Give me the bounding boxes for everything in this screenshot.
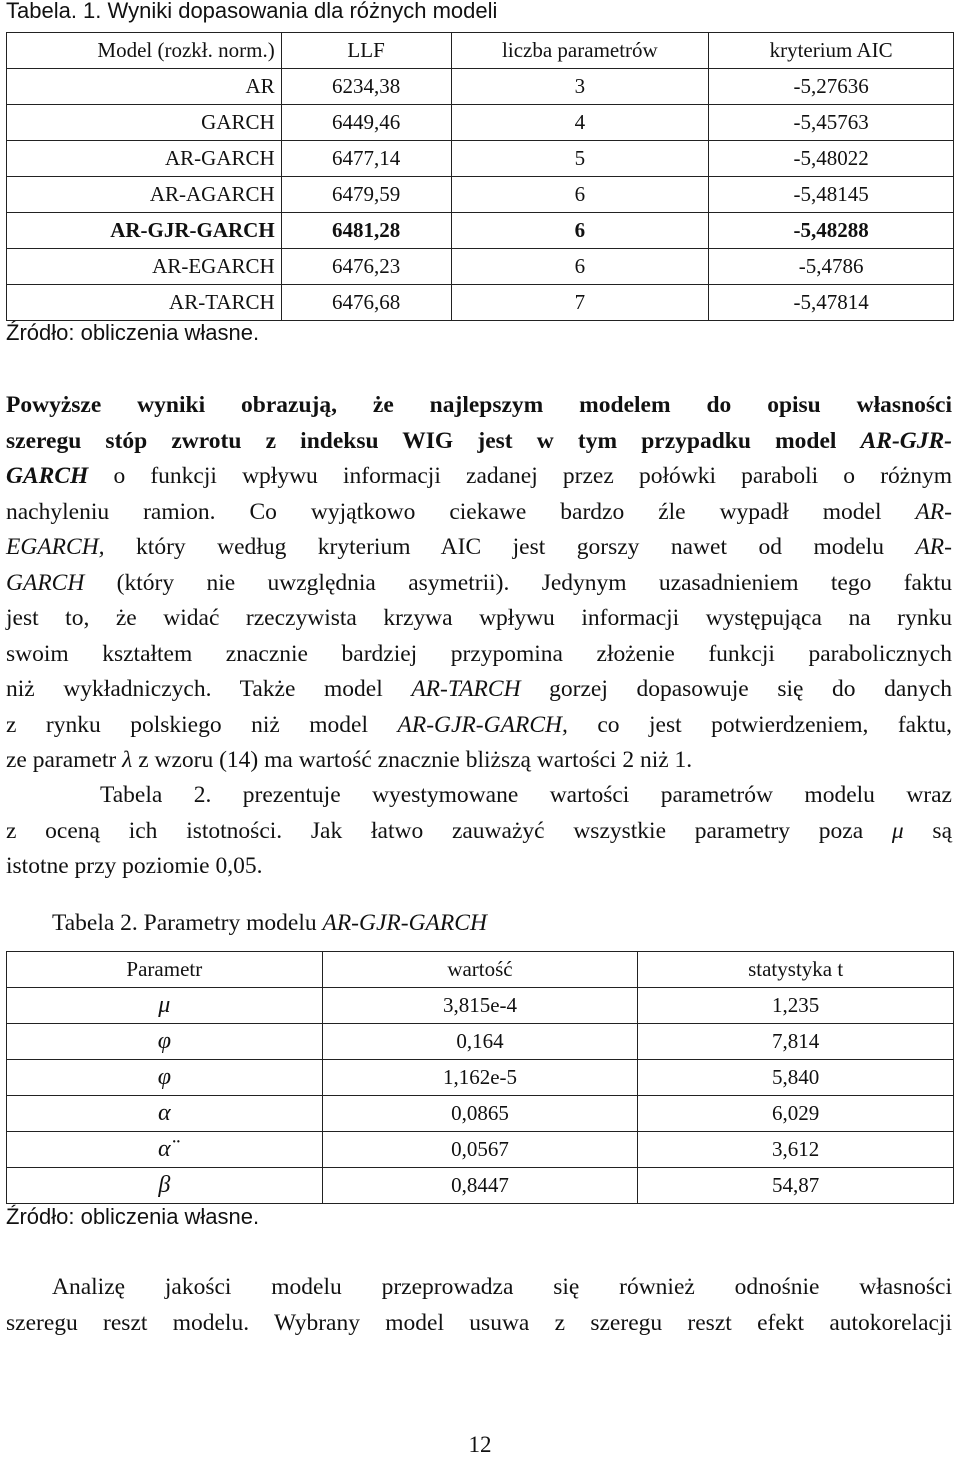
model-fit-table <box>6 32 954 321</box>
parameter-symbol: α̈ <box>7 1132 323 1168</box>
table-header-row <box>7 33 954 69</box>
paragraph-line: istotne przy poziomie 0,05. <box>6 853 263 879</box>
t-statistic: 6,029 <box>638 1096 954 1132</box>
t-statistic: 54,87 <box>638 1168 954 1204</box>
param-count: 5 <box>451 141 709 177</box>
model-name: AR-GJR-GARCH <box>7 213 282 249</box>
table1-source-note: Źródło: obliczenia własne. <box>6 320 260 345</box>
t-statistic: 7,814 <box>638 1024 954 1060</box>
aic-value: -5,48022 <box>709 141 954 177</box>
table-row <box>7 1060 954 1096</box>
header-value: wartość <box>322 952 638 988</box>
table-row <box>7 1168 954 1204</box>
param-count: 7 <box>451 285 709 321</box>
table-row <box>7 69 954 105</box>
header-parameter: Parametr <box>7 952 323 988</box>
table-row <box>7 988 954 1024</box>
parameter-value: 0,8447 <box>322 1168 638 1204</box>
table-row <box>7 1096 954 1132</box>
parameter-value: 0,164 <box>322 1024 638 1060</box>
aic-value: -5,47814 <box>709 285 954 321</box>
llf-value: 6476,68 <box>281 285 451 321</box>
model-name: AR-AGARCH <box>7 177 282 213</box>
lambda-symbol: λ <box>122 747 133 773</box>
parameter-value: 0,0865 <box>322 1096 638 1132</box>
paragraph-line: Analizę jakości modelu przeprowadza się również odnośnie własności <box>52 1274 952 1300</box>
model-name: AR-EGARCH <box>7 249 282 285</box>
mu-symbol: μ <box>891 817 904 844</box>
parameter-value: 1,162e-5 <box>322 1060 638 1096</box>
parameter-symbol: μ <box>7 988 323 1024</box>
paragraph-line: nachyleniu ramion. Co wyjątkowo ciekawe bardzo źle wypadł model AR- <box>6 498 952 525</box>
llf-value: 6479,59 <box>281 177 451 213</box>
parameter-value: 3,815e-4 <box>322 988 638 1024</box>
header-llf: LLF <box>281 33 451 69</box>
table2-caption: Tabela 2. Parametry modelu AR-GJR-GARCH <box>52 910 487 936</box>
model-name: AR-GARCH <box>7 141 282 177</box>
llf-value: 6234,38 <box>281 69 451 105</box>
llf-value: 6481,28 <box>281 213 451 249</box>
paragraph-line: EGARCH, który według kryterium AIC jest gorszy nawet od modelu AR- <box>6 534 952 560</box>
param-count: 6 <box>451 213 709 249</box>
t-statistic: 5,840 <box>638 1060 954 1096</box>
parameter-symbol: α <box>7 1096 323 1132</box>
llf-value: 6477,14 <box>281 141 451 177</box>
table1-caption: Tabela. 1. Wyniki dopasowania dla różnych modeli <box>6 0 498 23</box>
aic-value: -5,45763 <box>709 105 954 141</box>
aic-value: -5,48145 <box>709 177 954 213</box>
llf-value: 6476,23 <box>281 249 451 285</box>
paragraph-line: GARCH o funkcji wpływu informacji zadanej przez połówki paraboli o różnym <box>6 463 952 489</box>
paragraph-line: swoim kształtem znacznie bardziej przypomina złożenie funkcji parabolicznych <box>6 640 952 667</box>
parameter-value: 0,0567 <box>322 1132 638 1168</box>
paragraph-line: z rynku polskiego niż model AR-GJR-GARCH, co jest potwierdzeniem, faktu, <box>6 711 953 738</box>
paragraph-line: szeregu reszt modelu. Wybrany model usuwa z szeregu reszt efekt autokorelacji <box>6 1309 952 1336</box>
parameter-symbol: β <box>7 1168 323 1204</box>
aic-value: -5,4786 <box>709 249 954 285</box>
model-name: AR-TARCH <box>7 285 282 321</box>
llf-value: 6449,46 <box>281 105 451 141</box>
table-row <box>7 1132 954 1168</box>
paragraph-results-discussion <box>6 388 952 779</box>
paragraph-line: szeregu stóp zwrotu z indeksu WIG jest w tym przypadku model AR-GJR- <box>6 427 952 454</box>
paragraph-table2-intro <box>6 778 952 885</box>
t-statistic: 3,612 <box>638 1132 954 1168</box>
table-row <box>7 141 954 177</box>
paragraph-line: GARCH (który nie uwzględnia asymetrii). Jedynym uzasadnieniem tego faktu <box>6 569 952 596</box>
header-model: Model (rozkł. norm.) <box>7 33 282 69</box>
table-row-best-model <box>7 213 954 249</box>
table-row <box>7 177 954 213</box>
parameter-symbol: φ <box>7 1060 323 1096</box>
param-count: 6 <box>451 177 709 213</box>
aic-value: -5,27636 <box>709 69 954 105</box>
parameter-symbol: φ <box>7 1024 323 1060</box>
model-name: GARCH <box>7 105 282 141</box>
paragraph-line: Powyższe wyniki obrazują, że najlepszym modelem do opisu własności <box>6 392 952 418</box>
table-row <box>7 1024 954 1060</box>
table-row <box>7 285 954 321</box>
header-param-count: liczba parametrów <box>451 33 709 69</box>
param-count: 4 <box>451 105 709 141</box>
param-count: 3 <box>451 69 709 105</box>
paragraph-line: Tabela 2. prezentuje wyestymowane wartości parametrów modelu wraz <box>100 782 952 808</box>
header-aic: kryterium AIC <box>709 33 954 69</box>
model-name: AR <box>7 69 282 105</box>
paragraph-line: jest to, że widać rzeczywista krzywa wpływu informacji występująca na rynku <box>6 605 952 631</box>
header-t-statistic: statystyka t <box>638 952 954 988</box>
paragraph-line: niż wykładniczych. Także model AR-TARCH gorzej dopasowuje się do danych <box>6 676 953 702</box>
table-row <box>7 105 954 141</box>
aic-value: -5,48288 <box>709 213 954 249</box>
parameters-table <box>6 951 954 1204</box>
page-number: 12 <box>468 1432 492 1457</box>
paragraph-residuals <box>6 1270 952 1341</box>
paragraph-line: ze parametr λ z wzoru (14) ma wartość znacznie bliższą wartości 2 niż 1. <box>6 747 693 773</box>
param-count: 6 <box>451 249 709 285</box>
paragraph-line: z oceną ich istotności. Jak łatwo zauważyć wszystkie parametry poza μ są <box>6 817 953 844</box>
t-statistic: 1,235 <box>638 988 954 1024</box>
table-header-row <box>7 952 954 988</box>
table-row <box>7 249 954 285</box>
table2-source-note: Źródło: obliczenia własne. <box>6 1204 260 1229</box>
